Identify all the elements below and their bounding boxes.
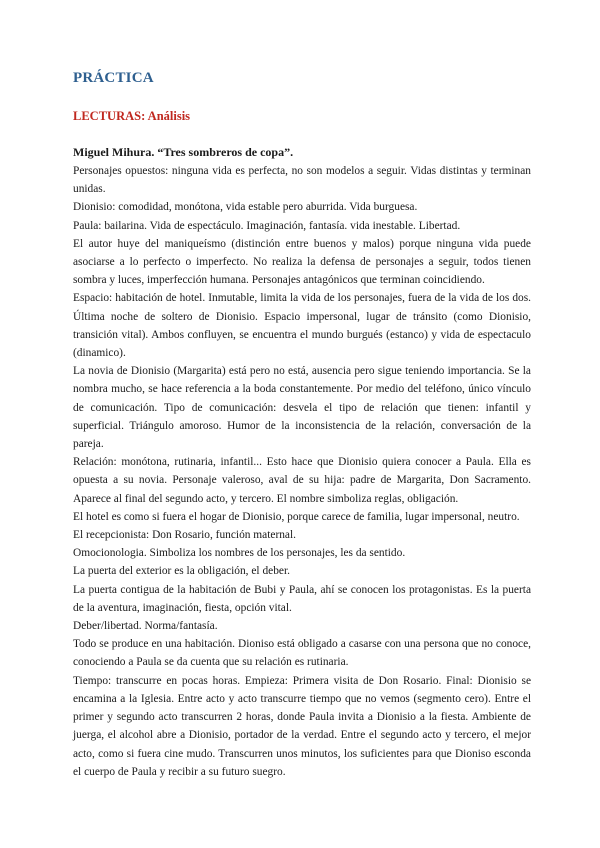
- section-heading: LECTURAS: Análisis: [73, 109, 191, 123]
- work-title: Miguel Mihura. “Tres sombreros de copa”.: [73, 145, 294, 159]
- paragraph: Dionisio: comodidad, monótona, vida estable pero aburrida. Vida burguesa.: [73, 201, 418, 214]
- paragraph: Todo se produce en una habitación. Dioniso está obligado a casarse con una persona que no conoce, conociendo a Paula se da cuenta que su relación es rutinaria.: [73, 638, 531, 669]
- paragraph: Tiempo: transcurre en pocas horas. Empieza: Primera visita de Don Rosario. Final: Dionisio se encamina a la Iglesia. Entre acto y acto transcurre tiempo que no vemos (segmento cero). Entre el primer y segundo acto transcurren 2 horas, donde Paula invita a Dionisio a la fiesta. Ambiente de juerga, el alcohol abre a Dionisio, portador de la verdad. Entre el segundo acto y tercero, el mejor acto, como si fuera cine mudo. Transcurren unos minutos, los suficientes para que Dioniso esconda el cuerpo de Paula y recibir a su futuro suegro.: [73, 674, 531, 778]
- paragraph: Espacio: habitación de hotel. Inmutable, limita la vida de los personajes, fuera de la vida de los dos. Última noche de soltero de Dionisio. Espacio impersonal, lugar de tránsito (como Dionisio, transición vital). Ambos confluyen, se encuentra el mundo burgués (estanco) y vida de espectaculo (dinamico).: [73, 292, 531, 360]
- paragraph: La novia de Dionisio (Margarita) está pero no está, ausencia pero sigue teniendo importancia. Se la nombra mucho, se hace referencia a la boda constantemente. Por medio del teléfono, único vínculo de comunicación. Tipo de comunicación: desvela el tipo de relación que tienen: infantil y superficial. Triángulo amoroso. Humor de la inconsistencia de la relación, conversación de la pareja.: [73, 365, 531, 451]
- page-title: PRÁCTICA: [73, 70, 154, 86]
- paragraph: El autor huye del maniqueísmo (distinción entre buenos y malos) porque ninguna vida puede asociarse a lo perfecto o imperfecto. No realiza la defensa de personajes a seguir, todos tienen sombra y luces, imperfección humana. Personajes antagónicos que terminan coincidiendo.: [73, 237, 531, 287]
- paragraph: El hotel es como si fuera el hogar de Dionisio, porque carece de familia, lugar impersonal, neutro.: [73, 510, 520, 523]
- paragraph: Paula: bailarina. Vida de espectáculo. Imaginación, fantasía. vida inestable. Libertad.: [73, 219, 461, 232]
- document-page: [73, 70, 531, 781]
- paragraph: Relación: monótona, rutinaria, infantil... Esto hace que Dionisio quiera conocer a Paula. Ella es opuesta a su novia. Personaje valeroso, aval de su hija: padre de Margarita, Don Sacramento. Aparece al final del segundo acto, y tercero. El nombre simboliza reglas, obligación.: [73, 456, 531, 505]
- paragraph: El recepcionista: Don Rosario, función maternal.: [73, 529, 296, 542]
- paragraph: Personajes opuestos: ninguna vida es perfecta, no son modelos a seguir. Vidas distintas y terminan unidas.: [73, 165, 531, 196]
- paragraph: La puerta contigua de la habitación de Bubi y Paula, ahí se conocen los protagonistas. Es la puerta de la aventura, imaginación, fiesta, opción vital.: [73, 583, 531, 614]
- paragraph: La puerta del exterior es la obligación, el deber.: [73, 565, 290, 578]
- paragraph: Omocionologia. Simboliza los nombres de los personajes, les da sentido.: [73, 547, 406, 560]
- paragraph: Deber/libertad. Norma/fantasía.: [73, 620, 218, 633]
- body-text: [73, 162, 531, 781]
